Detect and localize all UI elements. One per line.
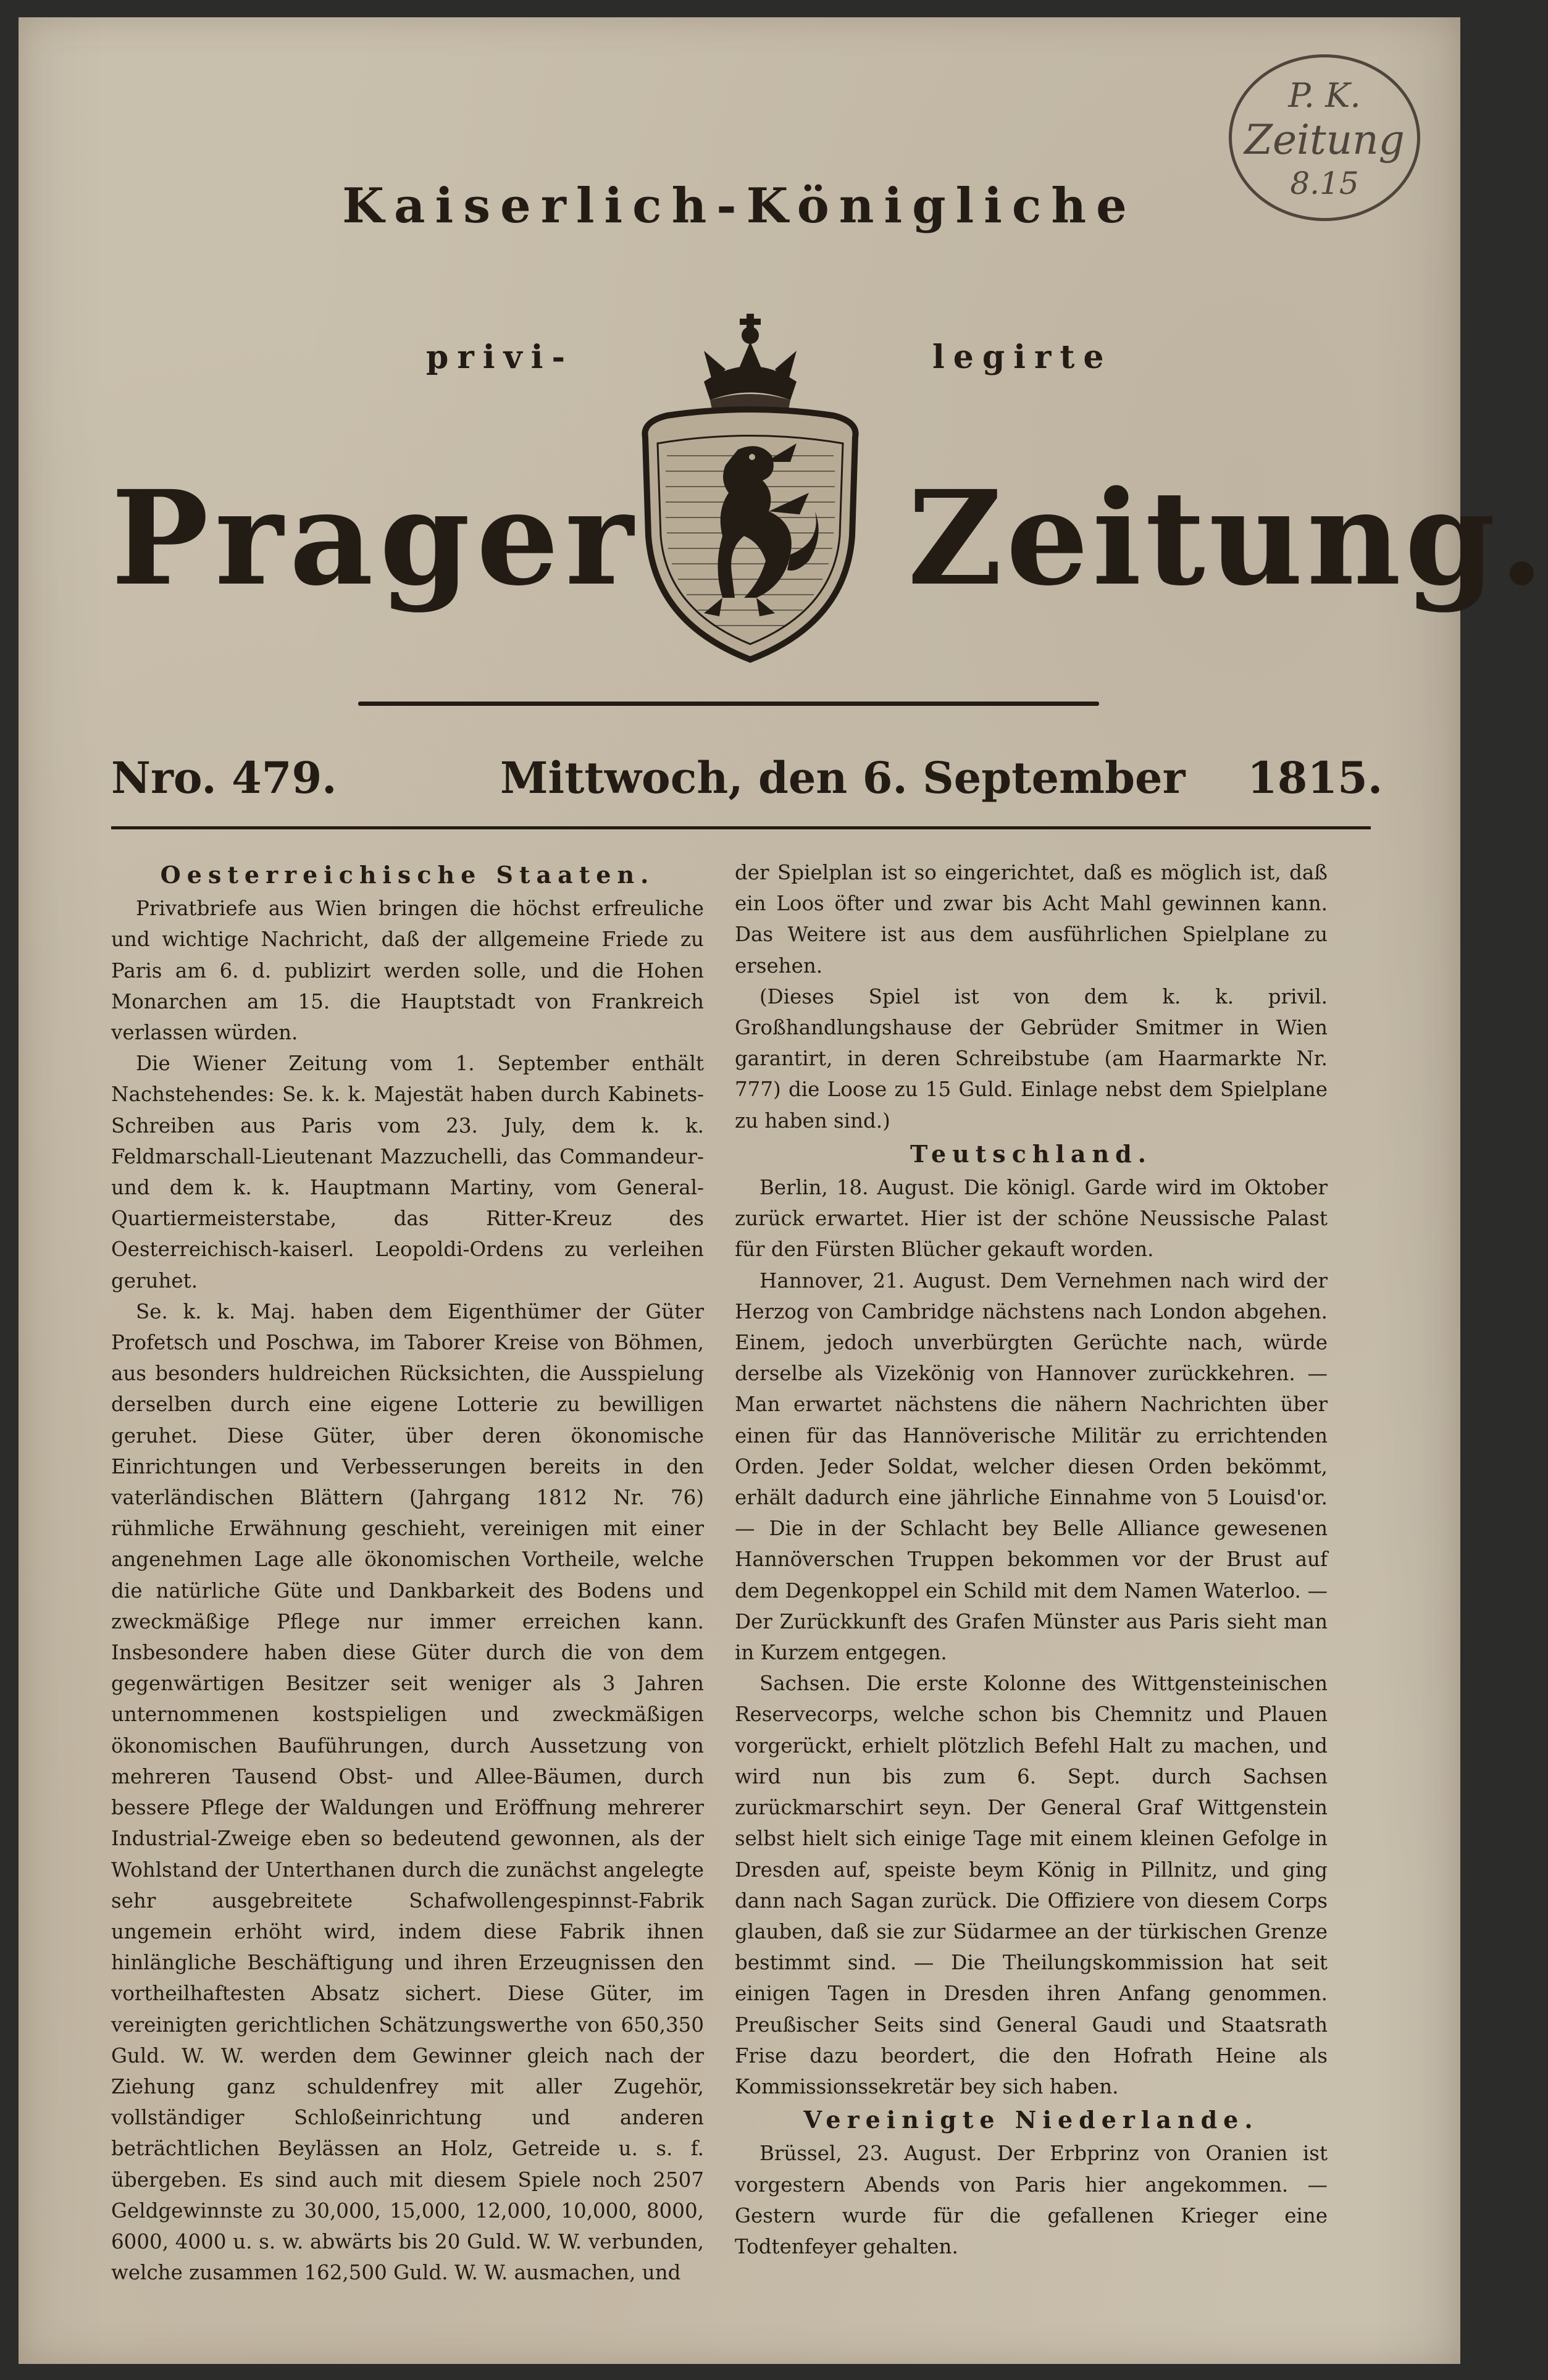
masthead-legirte: legirte	[932, 338, 1113, 376]
issue-date: Mittwoch, den 6. September	[500, 752, 1186, 803]
article-paragraph: Berlin, 18. August. Die königl. Garde wird im Oktober zurück erwartet. Hier ist der schöne Neussische Palast für den Fürsten Blücher gekauft worden.	[735, 1176, 1328, 1262]
article-paragraph: Se. k. k. Maj. haben dem Eigenthümer der Güter Profetsch und Poschwa, im Taborer Kreise von Böhmen, aus besonders huldreichen Rücksichten, die Ausspielung derselben durch eine eigene Lotterie zu bewilligen geruhet. Diese Güter, über deren ökonomische Einrichtungen und Verbesserungen bereits in den vaterländischen Blättern (Jahrgang 1812 Nr. 76) rühmliche Erwähnung geschieht, vereinigen mit einer angenehmen Lage alle ökonomischen Vortheile, welche die natürliche Güte und Dankbarkeit des Bodens und zweckmäßige Pflege nur immer erreichen kann. Insbesondere haben diese Güter durch die von dem gegenwärtigen Besitzer seit weniger als 3 Jahren unternommenen kostspieligen und zweckmäßigen ökonomischen Bauführungen, durch Aussetzung von mehreren Tausend Obst- und Allee-Bäumen, durch bessere Pflege der Waldungen und Eröffnung mehrerer Industrial-Zweige eben so bedeutend gewonnen, als der Wohlstand der Unterthanen durch die zunächst angelegte sehr ausgebreitete Schafwollengespinnst-Fabrik ungemein erhöht wird, indem diese Fabrik ihnen hinlängliche Beschäftigung und ihren Erzeugnissen den vortheilhaftesten Absatz sichert. Diese Güter, im vereinigten gerichtlichen Schätzungswerthe von 650,350 Guld. W. W. werden dem Gewinner gleich nach der Ziehung ganz schuldenfrey mit aller Zugehör, vollständiger Schloßeinrichtung und anderen beträchtlichen Beylässen an Holz, Getreide u. s. f. übergeben. Es sind auch mit diesem Spiele noch 2507 Geldgewinnste zu 30,000, 15,000, 12,000, 10,000, 8000, 6000, 4000 u. s. w. abwärts bis 20 Guld. W. W. verbunden, welche zusammen 162,500 Guld. W. W. ausmachen, und	[111, 1299, 704, 2285]
dateline-divider	[111, 826, 1371, 829]
masthead-title-right: Zeitung.	[908, 462, 1548, 614]
section-heading: Vereinigte Niederlande.	[803, 2106, 1259, 2134]
article-paragraph: der Spielplan ist so eingerichtet, daß es möglich ist, daß ein Loos öfter und zwar bis Acht Mahl gewinnen kann. Das Weitere ist aus dem ausführlichen Spielplane zu ersehen.	[735, 861, 1328, 978]
issue-year: 1815.	[1247, 752, 1383, 803]
article-paragraph: Die Wiener Zeitung vom 1. September enthält Nachstehendes: Se. k. k. Majestät haben durch Kabinets-Schreiben aus Paris vom 23. July, dem k. k. Feldmarschall-Lieutenant Mazzuchelli, das Commandeur- und dem k. k. Hauptmann Martiny, vom General-Quartiermeisterstabe, das Ritter-Kreuz des Oesterreichisch-kaiserl. Leopoldi-Ordens zu verleihen geruhet.	[111, 1052, 704, 1293]
issue-number: Nro. 479.	[111, 752, 337, 803]
stamp-line-3: 8.15	[1290, 166, 1359, 201]
section-heading: Teutschland.	[910, 1139, 1152, 1168]
coat-of-arms-icon	[611, 277, 889, 672]
masthead-privi: privi-	[426, 338, 574, 376]
article-paragraph: Hannover, 21. August. Dem Vernehmen nach wird der Herzog von Cambridge nächstens nach London abgehen. Einem, jedoch unverbürgten Gerüchte nach, würde derselbe als Vizekönig von Hannover zurückkehren. — Man erwartet nächstens die nähern Nachrichten über einen für das Hannöverische Militär zu errichtenden Orden. Jeder Soldat, welcher diesen Orden bekömmt, erhält dadurch eine jährliche Einnahme von 5 Louisd'or. — Die in der Schlacht bey Belle Alliance gewesenen Hannöverschen Truppen bekommen vor der Brust auf dem Degenkoppel ein Schild mit dem Namen Waterloo. — Der Zurückkunft des Grafen Münster aus Paris sieht man in Kurzem entgegen.	[735, 1268, 1328, 1665]
section-heading: Oesterreichische Staaten.	[160, 861, 655, 889]
article-paragraph: (Dieses Spiel ist von dem k. k. privil. Großhandlungshause der Gebrüder Smitmer in Wien garantirt, in deren Schreibstube (am Haarmarkte Nr. 777) die Loose zu 15 Guld. Einlage nebst dem Spielplane zu haben sind.)	[735, 984, 1328, 1133]
article-paragraph: Sachsen. Die erste Kolonne des Wittgensteinischen Reservecorps, welche schon bis Chemnitz und Plauen vorgerückt, erhielt plötzlich Befehl Halt zu machen, und wird nun bis zum 6. Sept. durch Sachsen zurückmarschirt seyn. Der General Graf Wittgenstein selbst hielt sich einige Tage mit einem kleinen Gefolge in Dresden auf, speiste beym König in Pillnitz, und ging dann nach Sagan zurück. Die Offiziere von diesem Corps glauben, daß sie zur Südarmee an der türkischen Grenze bestimmt sind. — Die Theilungskommission hat seit einigen Tagen in Dresden ihren Anfang genommen. Preußischer Seits sind General Gaudi und Staatsrath Frise dazu beordert, die den Hofrath Heine als Kommissionssekretär bey sich haben.	[735, 1672, 1328, 2098]
masthead-subtitle: Kaiserlich-Königliche	[342, 178, 1137, 234]
article-paragraph: Brüssel, 23. August. Der Erbprinz von Oranien ist vorgestern Abends von Paris hier angekommen. — Gestern wurde für die gefallenen Krieger eine Todtenfeyer gehalten.	[735, 2142, 1328, 2258]
masthead-title-left: Prager	[111, 462, 640, 614]
right-column	[735, 857, 1328, 2262]
left-column	[111, 857, 704, 2288]
dateline	[111, 752, 1383, 826]
article-paragraph: Privatbriefe aus Wien bringen die höchst erfreuliche und wichtige Nachricht, daß der allgemeine Friede zu Paris am 6. d. publizirt werden solle, und die Hohen Monarchen am 15. die Hauptstadt von Frankreich verlassen würden.	[111, 897, 704, 1045]
masthead-divider	[358, 702, 1099, 706]
stamp-line-2: Zeitung	[1244, 116, 1405, 164]
stamp-line-1: P. K.	[1288, 76, 1361, 115]
newspaper-page	[19, 17, 1548, 2364]
